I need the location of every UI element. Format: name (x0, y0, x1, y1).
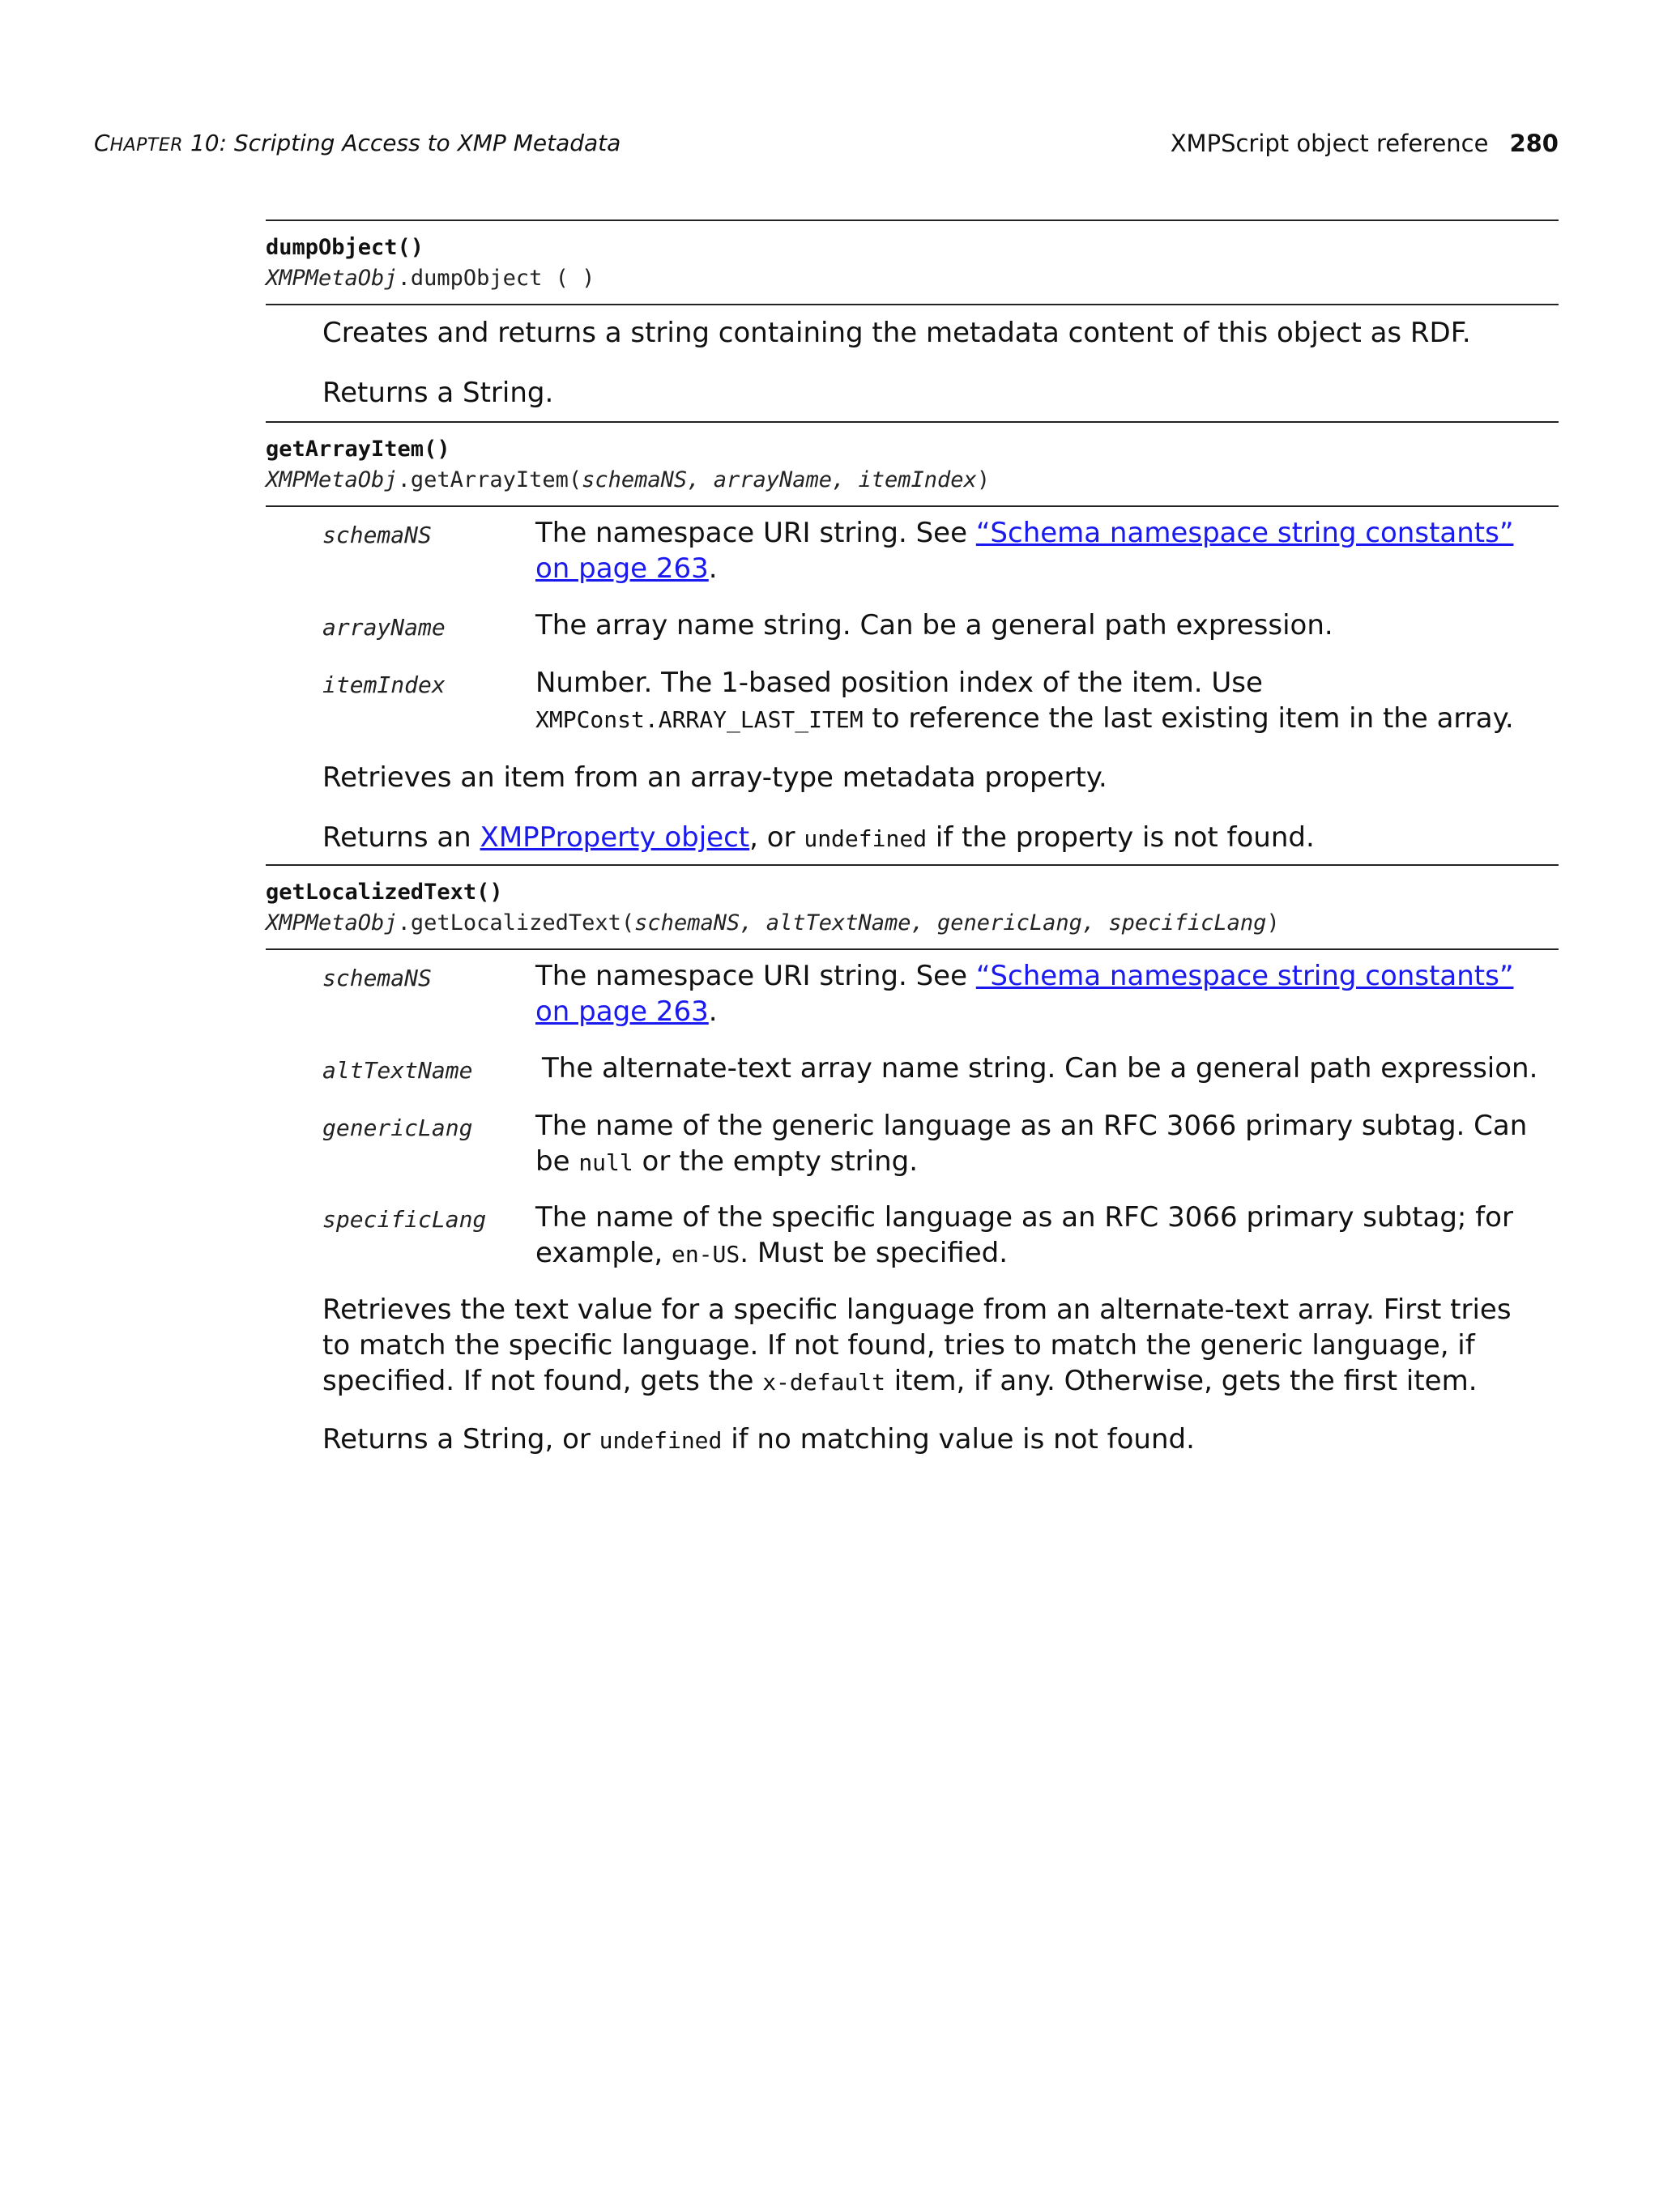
chapter-header: CHAPTER 10: Scripting Access to XMP Metadata (94, 130, 621, 156)
method-name-getarrayitem: getArrayItem() (266, 437, 450, 462)
page-number: 280 (1509, 130, 1559, 157)
param-desc-schemans: The namespace URI string. See “Schema namespace string constants” on page 263. (535, 960, 1514, 1028)
param-name-specificlang: specificLang (322, 1206, 487, 1233)
section-header (1171, 130, 1559, 157)
getlocalizedtext-returns: Returns a String, or undefined if no matching value is not found. (322, 1423, 1195, 1455)
divider (266, 864, 1559, 866)
param-name-schemans: schemaNS (322, 522, 432, 548)
getarrayitem-returns: Returns an XMPProperty object, or undefined if the property is not found. (322, 821, 1315, 854)
schema-namespace-link[interactable]: “Schema namespace string constants” on page 263 (535, 960, 1514, 1028)
param-name-alttextname: altTextName (322, 1057, 473, 1084)
param-desc-schemans: The namespace URI string. See “Schema namespace string constants” on page 263. (535, 517, 1514, 585)
param-name-arrayname: arrayName (322, 614, 446, 641)
method-signature-dumpobject: XMPMetaObj.dumpObject ( ) (266, 266, 595, 291)
section-title: XMPScript object reference (1170, 130, 1489, 157)
param-name-schemans: schemaNS (322, 965, 432, 991)
getarrayitem-description: Retrieves an item from an array-type metadata property. (322, 761, 1107, 794)
method-signature-getarrayitem: XMPMetaObj.getArrayItem(schemaNS, arrayName, itemIndex) (266, 467, 991, 492)
dumpobject-description: Creates and returns a string containing the metadata content of this object as RDF. (322, 317, 1471, 349)
param-desc-arrayname: The array name string. Can be a general path expression. (535, 609, 1333, 641)
xmpproperty-object-link[interactable]: XMPProperty object (480, 821, 750, 854)
method-signature-getlocalizedtext: XMPMetaObj.getLocalizedText(schemaNS, altTextName, genericLang, specificLang) (266, 910, 1280, 936)
dumpobject-returns: Returns a String. (322, 377, 554, 409)
getlocalizedtext-description: Retrieves the text value for a specific language from an alternate-text array. First tries to match the specific language. If not found, tries to match the generic language, if specified. If not found, gets the x-default item, if any. Otherwise, gets the first item. (322, 1294, 1512, 1397)
divider (266, 219, 1559, 221)
param-desc-alttextname: The alternate-text array name string. Can be a general path expression. (542, 1052, 1538, 1085)
schema-namespace-link[interactable]: “Schema namespace string constants” on page 263 (535, 517, 1514, 585)
param-desc-genericlang: The name of the generic language as an RFC 3066 primary subtag. Can be null or the empty string. (535, 1110, 1528, 1178)
param-name-itemindex: itemIndex (322, 671, 446, 698)
divider (266, 948, 1559, 950)
divider (266, 304, 1559, 305)
method-name-getlocalizedtext: getLocalizedText() (266, 880, 503, 905)
divider (266, 505, 1559, 507)
param-desc-specificlang: The name of the specific language as an RFC 3066 primary subtag; for example, en-US. Must be specified. (535, 1201, 1513, 1269)
divider (266, 421, 1559, 423)
param-desc-itemindex: Number. The 1-based position index of the item. Use XMPConst.ARRAY_LAST_ITEM to reference the last existing item in the array. (535, 667, 1514, 735)
param-name-genericlang: genericLang (322, 1115, 473, 1141)
method-name-dumpobject: dumpObject() (266, 235, 424, 260)
